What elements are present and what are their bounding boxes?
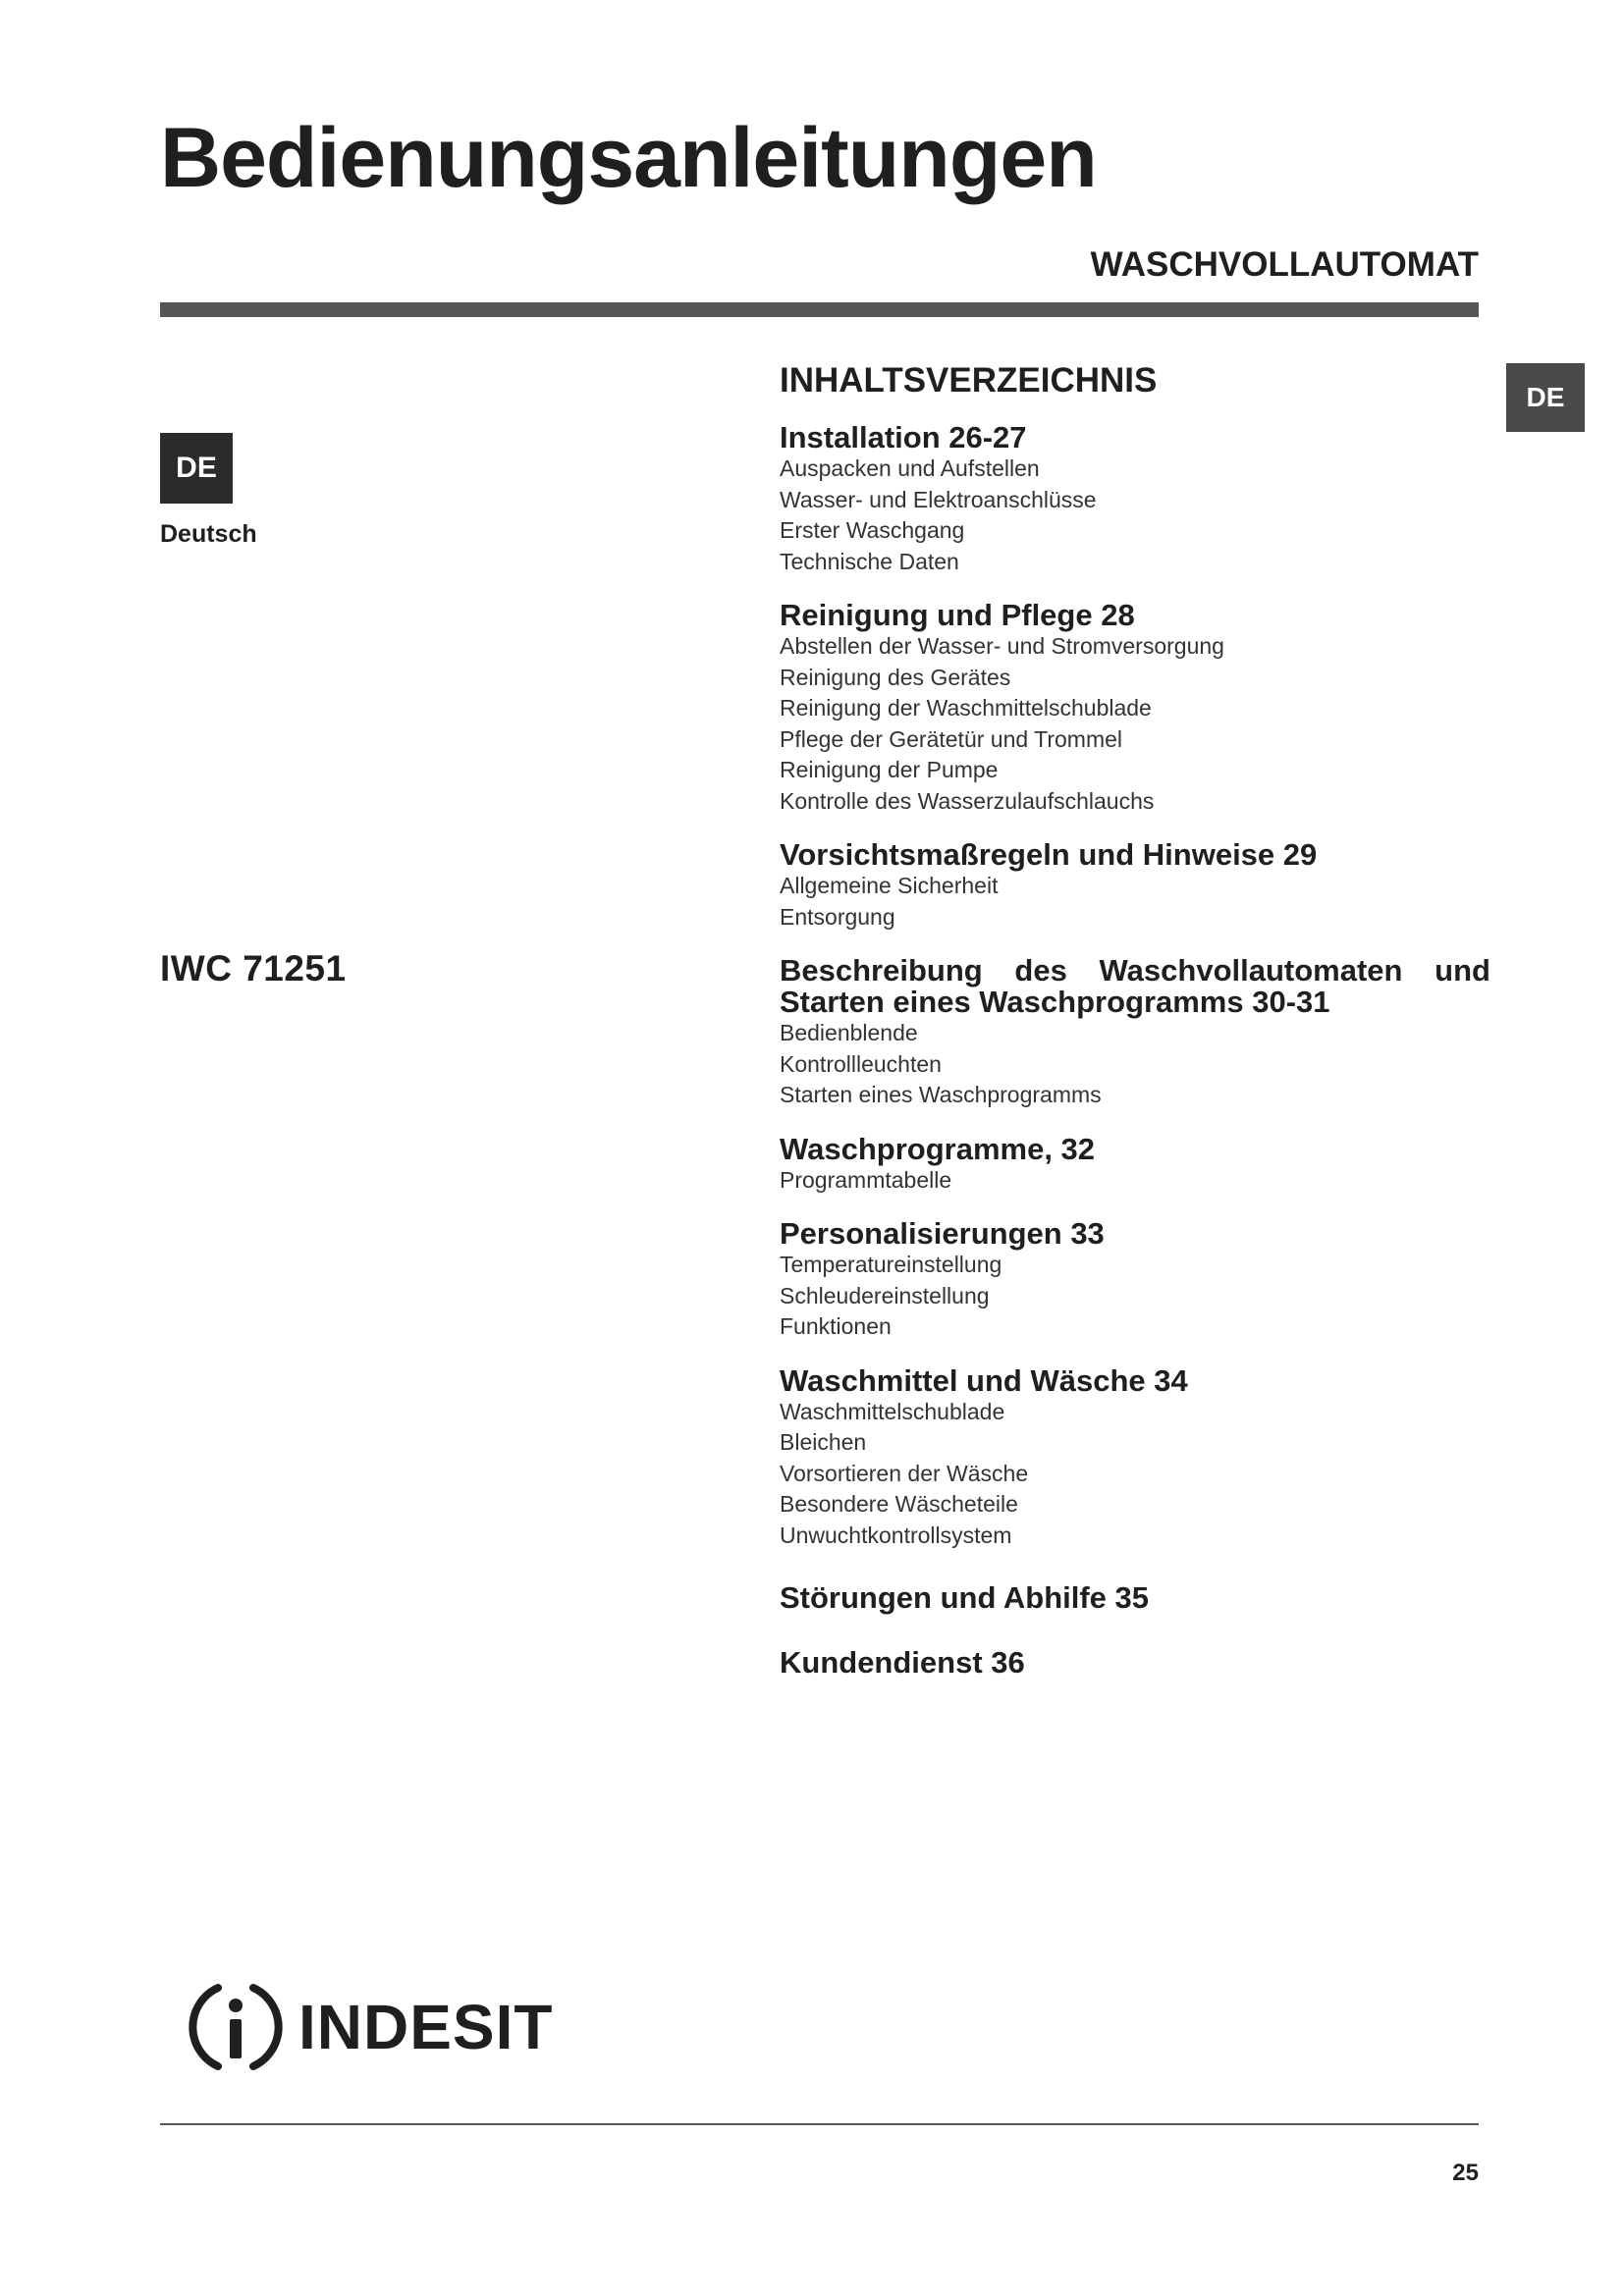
toc-item: Reinigung der Waschmittelschublade (780, 695, 1152, 721)
toc-item: Reinigung des Gerätes (780, 664, 1011, 690)
toc-item: Auspacken und Aufstellen (780, 455, 1040, 482)
toc-item: Reinigung der Pumpe (780, 757, 999, 783)
footer-divider (160, 2123, 1479, 2125)
toc-section-title: Störungen und Abhilfe 35 (780, 1580, 1150, 1616)
toc-section-personalisierungen (780, 1218, 1490, 1343)
toc-item: Kontrolle des Wasserzulaufschlauchs (780, 787, 1155, 814)
brand-logo (187, 1978, 553, 2076)
toc-item: Wasser- und Elektroanschlüsse (780, 486, 1097, 512)
language-name: Deutsch (160, 520, 257, 548)
toc-section-stoerungen (780, 1582, 1490, 1614)
language-code-badge: DE (160, 433, 233, 504)
toc-section-waschmittel (780, 1362, 1490, 1552)
toc-section-beschreibung (780, 955, 1490, 1111)
toc-section-title: Reinigung und Pflege 28 (780, 598, 1135, 633)
toc-item: Bleichen (780, 1429, 867, 1456)
model-number: IWC 71251 (160, 948, 347, 988)
toc-item: Allgemeine Sicherheit (780, 873, 999, 899)
toc-item: Waschmittelschublade (780, 1398, 1005, 1424)
toc-item: Funktionen (780, 1313, 892, 1340)
toc-item: Vorsortieren der Wäsche (780, 1460, 1029, 1486)
toc-section-title: Installation 26-27 (780, 420, 1027, 455)
indesit-i-circle-icon (187, 1978, 285, 2076)
header-divider (160, 302, 1479, 317)
toc-item: Unwuchtkontrollsystem (780, 1522, 1012, 1548)
toc-section-waschprogramme (780, 1131, 1490, 1197)
document-title: Bedienungsanleitungen (160, 111, 1097, 205)
toc-item: Technische Daten (780, 548, 959, 574)
page-number: 25 (1452, 2160, 1479, 2186)
toc-section-title: Kundendienst 36 (780, 1645, 1025, 1681)
toc-item: Besondere Wäscheteile (780, 1491, 1018, 1518)
toc-section-title: Personalisierungen 33 (780, 1216, 1105, 1252)
toc-item: Entsorgung (780, 903, 895, 930)
toc-section-kundendienst (780, 1647, 1490, 1679)
toc-section-title-continued: Starten eines Waschprogramms 30-31 (780, 985, 1330, 1020)
toc-section-title: Vorsichtsmaßregeln und Hinweise 29 (780, 837, 1318, 873)
brand-wordmark: INDESIT (298, 1992, 554, 2062)
toc-section-vorsicht (780, 839, 1490, 933)
toc-item: Bedienblende (780, 1020, 918, 1046)
toc-section-installation (780, 422, 1490, 577)
language-edge-tab: DE (1506, 363, 1585, 432)
toc-section-title: Waschprogramme, 32 (780, 1131, 1096, 1166)
toc-section-title: Beschreibung des Waschvollautomaten und (780, 953, 1490, 988)
toc-item: Abstellen der Wasser- und Stromversorgung (780, 633, 1224, 660)
product-type-subtitle: WASCHVOLLAUTOMAT (1090, 245, 1479, 284)
toc-item: Schleudereinstellung (780, 1282, 990, 1308)
toc-section-reinigung (780, 600, 1490, 817)
toc-item: Erster Waschgang (780, 517, 965, 544)
table-of-contents (780, 361, 1490, 1701)
toc-section-title: Waschmittel und Wäsche 34 (780, 1362, 1188, 1398)
toc-item: Kontrollleuchten (780, 1050, 942, 1077)
toc-item: Starten eines Waschprogramms (780, 1082, 1102, 1108)
toc-item: Programmtabelle (780, 1166, 952, 1193)
toc-heading: INHALTSVERZEICHNIS (780, 361, 1158, 400)
toc-item: Pflege der Gerätetür und Trommel (780, 725, 1122, 752)
toc-item: Temperatureinstellung (780, 1252, 1002, 1278)
